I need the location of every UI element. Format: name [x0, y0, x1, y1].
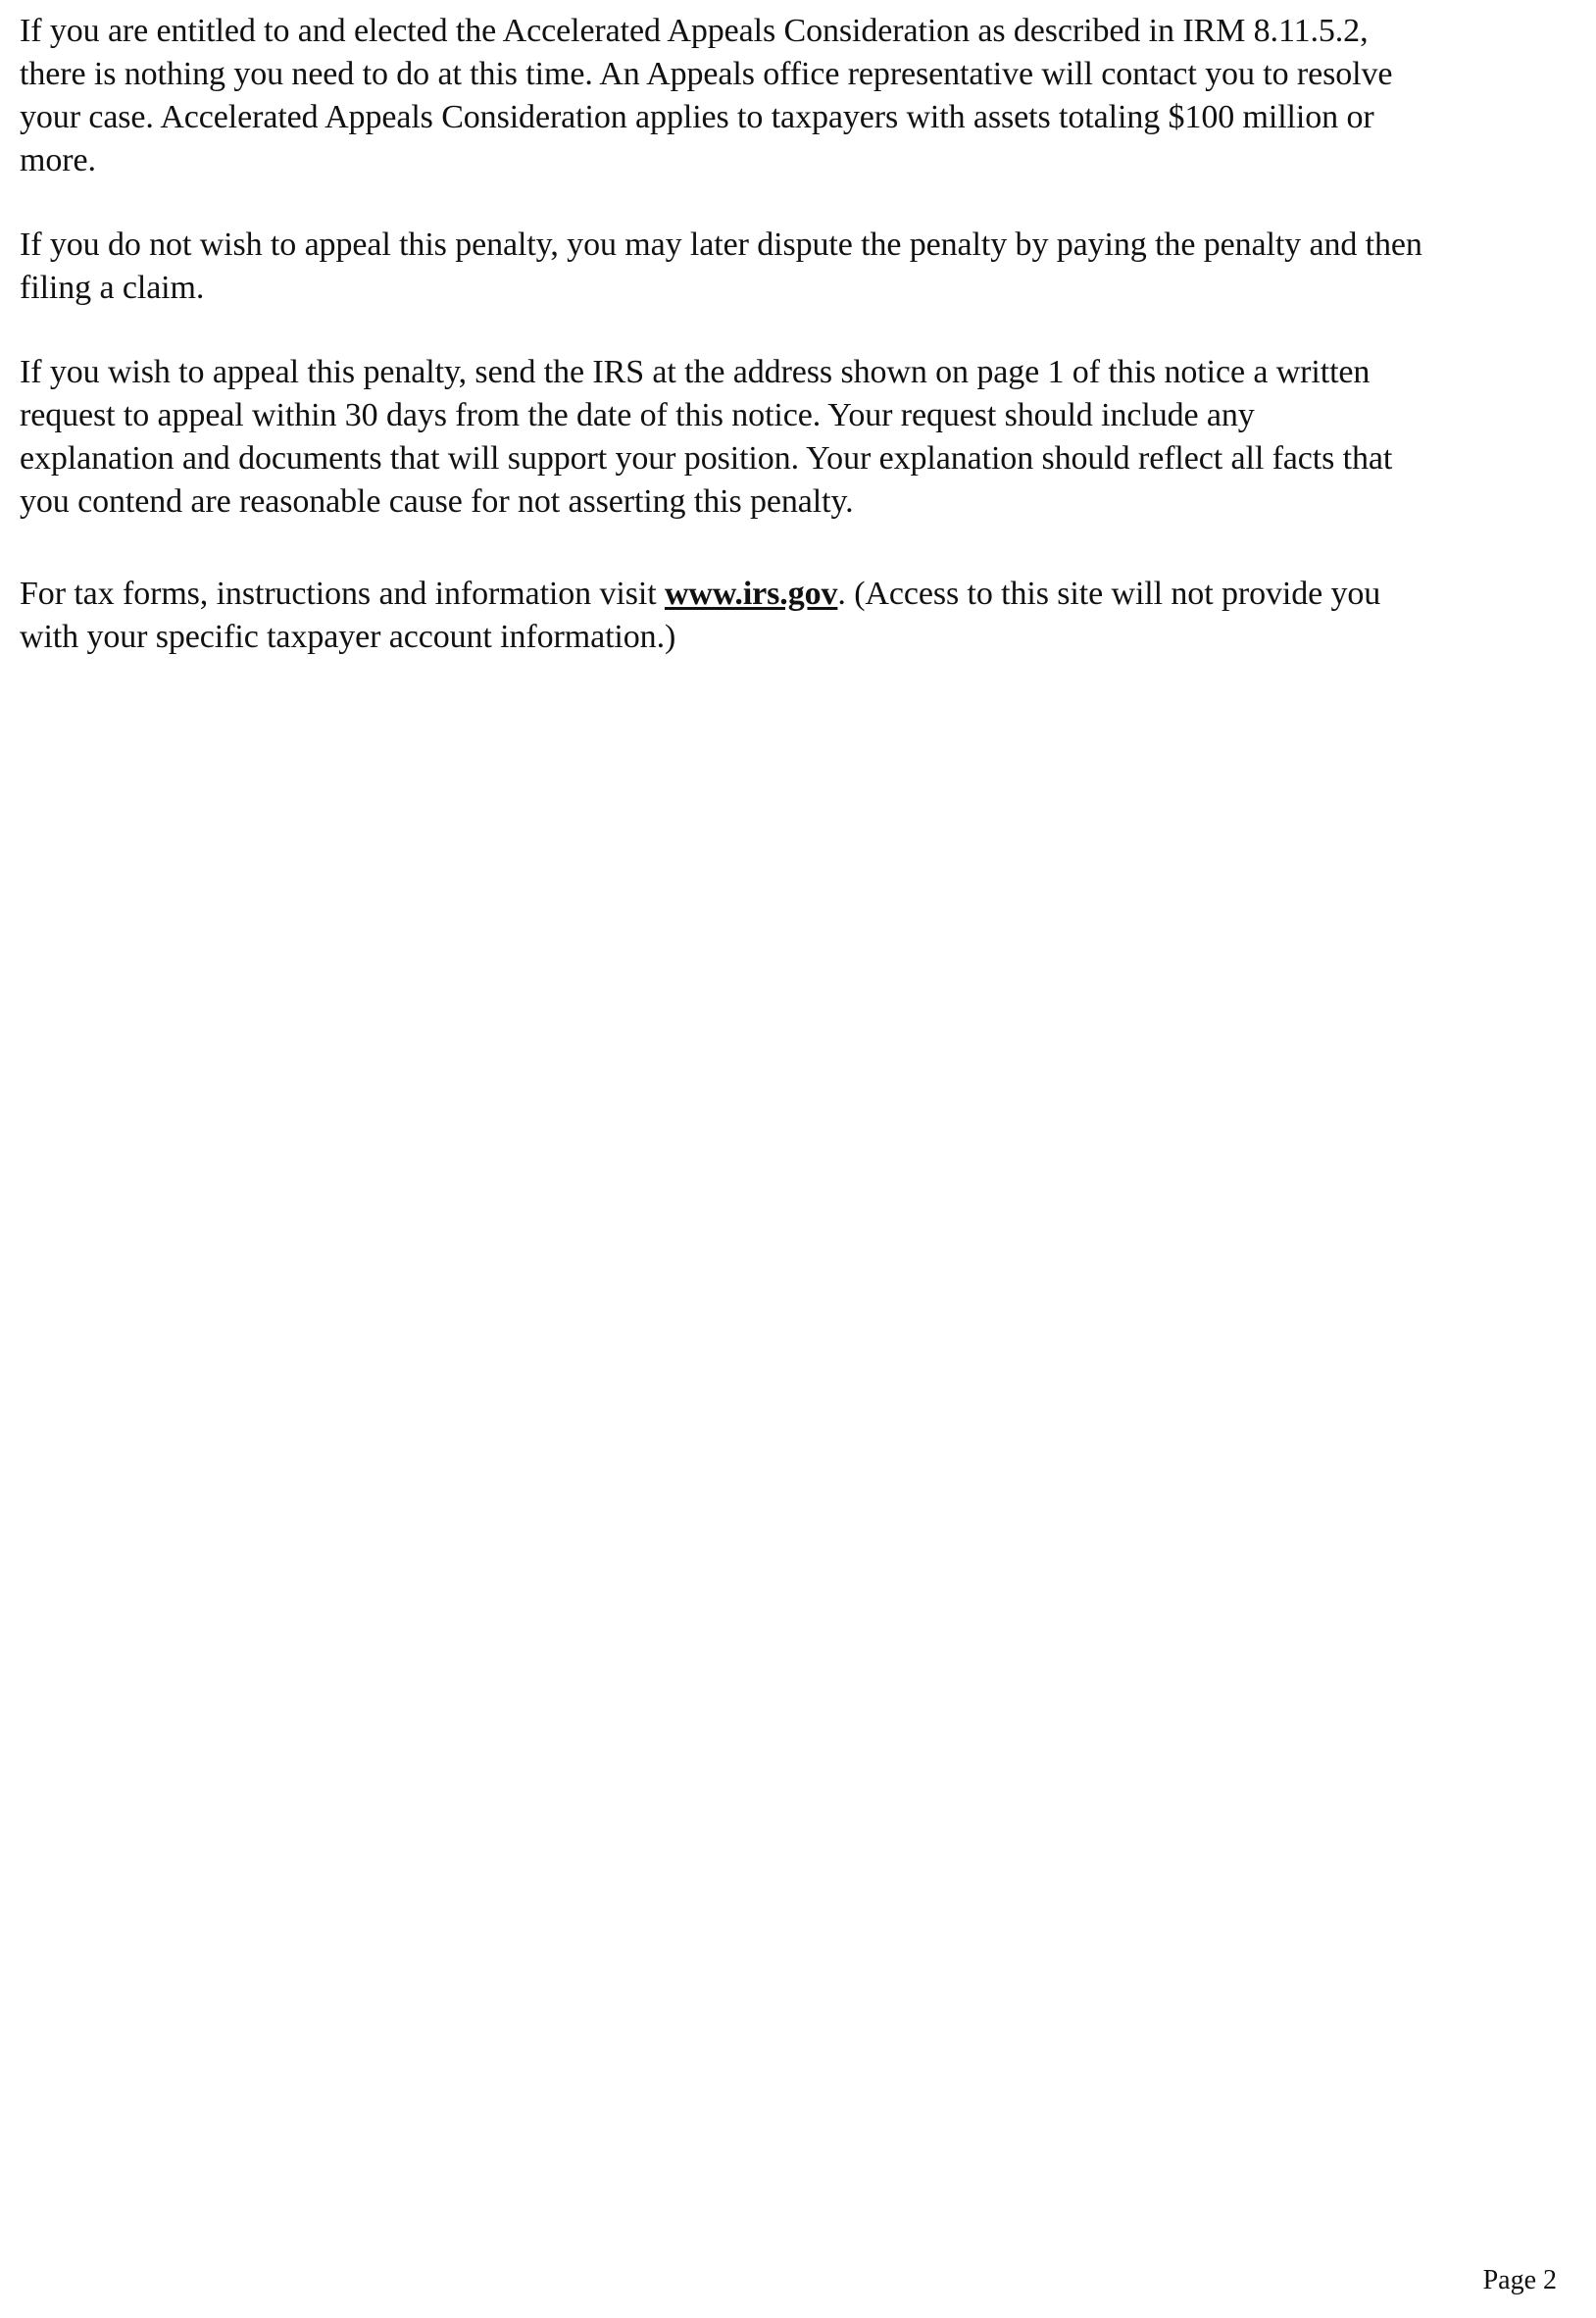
text-line: If you wish to appeal this penalty, send the IRS at the address shown on page 1 of this notice a written: [20, 354, 1371, 390]
text-line: more.: [20, 142, 96, 178]
notice-body: [20, 10, 1588, 700]
text-line: your case. Accelerated Appeals Consideration applies to taxpayers with assets totaling $100 million or: [20, 99, 1374, 135]
text-line: If you are entitled to and elected the Accelerated Appeals Consideration as described in IRM 8.11.5.2,: [20, 13, 1369, 49]
paragraph-appeal-request: [20, 351, 1588, 524]
text-line: . (Access to this site will not provide you: [837, 576, 1381, 612]
text-line: If you do not wish to appeal this penalty, you may later dispute the penalty by paying the penalty and then: [20, 227, 1422, 263]
text-line: For tax forms, instructions and information visit: [20, 576, 665, 612]
text-line: explanation and documents that will support your position. Your explanation should reflect all facts that: [20, 440, 1393, 477]
text-line: request to appeal within 30 days from the date of this notice. Your request should include any: [20, 397, 1255, 433]
page-number: Page 2: [1482, 2265, 1557, 2295]
paragraph-no-appeal: [20, 224, 1588, 310]
text-line: with your specific taxpayer account information.): [20, 619, 676, 655]
irs-website-link[interactable]: www.irs.gov: [664, 576, 838, 612]
paragraph-tax-forms: [20, 573, 1588, 659]
text-line: filing a claim.: [20, 270, 205, 306]
paragraph-accelerated-appeals: [20, 10, 1588, 182]
text-line: you contend are reasonable cause for not asserting this penalty.: [20, 483, 854, 520]
text-line: there is nothing you need to do at this time. An Appeals office representative will contact you to resolve: [20, 56, 1393, 92]
